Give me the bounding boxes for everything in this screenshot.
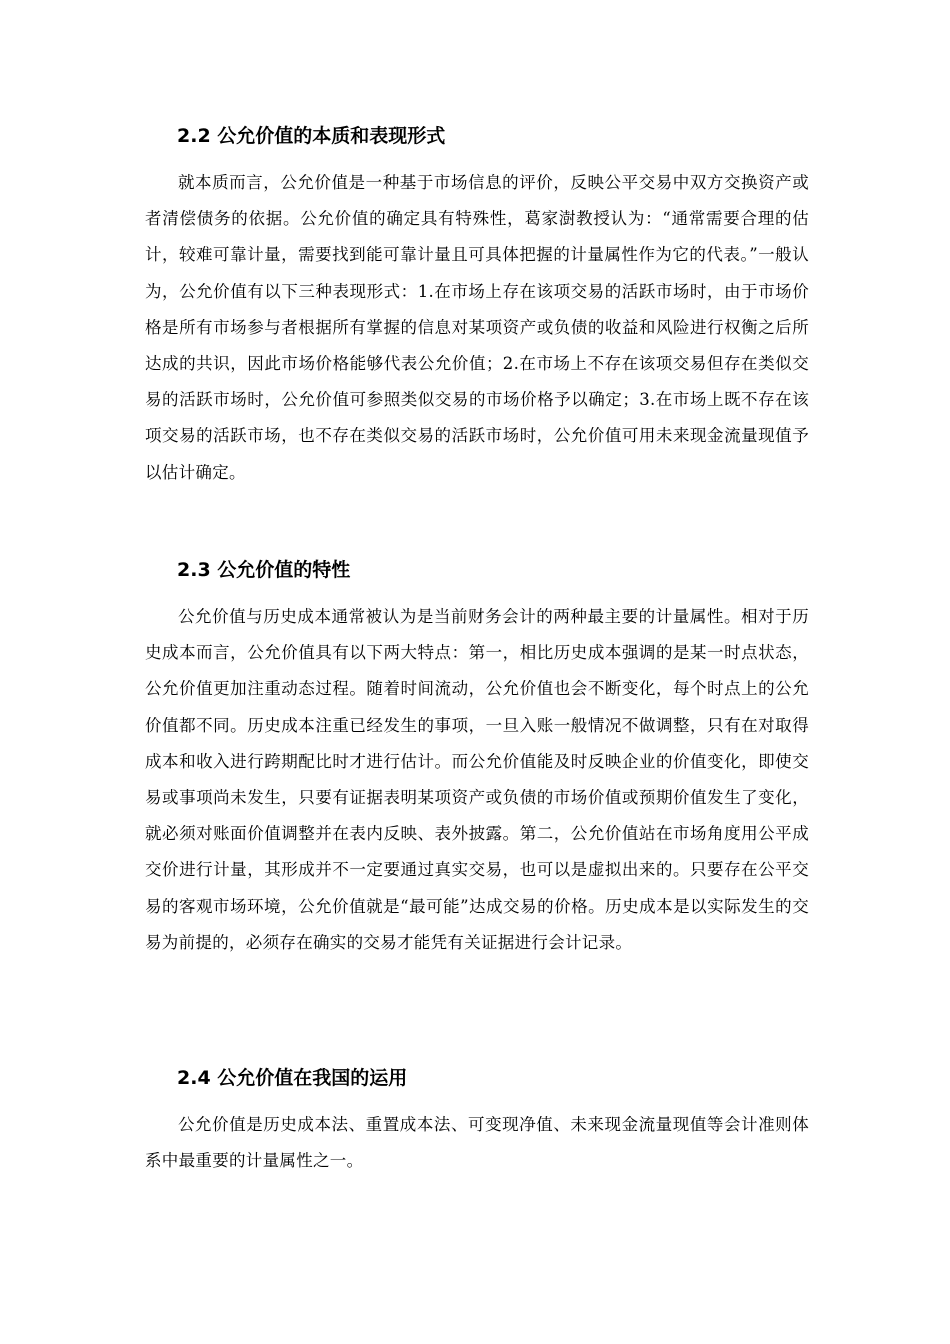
section-2-4 [145, 1063, 809, 1179]
section-paragraph: 公允价值与历史成本通常被认为是当前财务会计的两种最主要的计量属性。相对于历史成本而言，公允价值具有以下两大特点：第一，相比历史成本强调的是某一时点状态，公允价值更加注重动态过程。随着时间流动，公允价值也会不断变化，每个时点上的公允价值都不同。历史成本注重已经发生的事项，一旦入账一般情况不做调整，只有在对取得成本和收入进行跨期配比时才进行估计。而公允价值能及时反映企业的价值变化，即使交易或事项尚未发生，只要有证据表明某项资产或负债的市场价值或预期价值发生了变化，就必须对账面价值调整并在表内反映、表外披露。第二，公允价值站在市场角度用公平成交价进行计量，其形成并不一定要通过真实交易，也可以是虚拟出来的。只要存在公平交易的客观市场环境，公允价值就是“最可能”达成交易的价格。历史成本是以实际发生的交易为前提的，必须存在确实的交易才能凭有关证据进行会计记录。 [145, 607, 809, 952]
section-paragraph: 就本质而言，公允价值是一种基于市场信息的评价，反映公平交易中双方交换资产或者清偿债务的依据。公允价值的确定具有特殊性，葛家澍教授认为：“通常需要合理的估计，较难可靠计量，需要找到能可靠计量且可具体把握的计量属性作为它的代表。”一般认为，公允价值有以下三种表现形式：1.在市场上存在该项交易的活跃市场时，由于市场价格是所有市场参与者根据所有掌握的信息对某项资产或负债的收益和风险进行权衡之后所达成的共识，因此市场价格能够代表公允价值；2.在市场上不存在该项交易但存在类似交易的活跃市场时，公允价值可参照类似交易的市场价格予以确定；3.在市场上既不存在该项交易的活跃市场，也不存在类似交易的活跃市场时，公允价值可用未来现金流量现值予以估计确定。 [145, 173, 809, 482]
section-2-2 [145, 121, 809, 491]
section-heading: 2.2 公允价值的本质和表现形式 [177, 125, 446, 147]
section-2-3 [145, 555, 809, 961]
section-heading: 2.4 公允价值在我国的运用 [177, 1067, 408, 1089]
section-heading: 2.3 公允价值的特性 [177, 559, 351, 581]
section-paragraph: 公允价值是历史成本法、重置成本法、可变现净值、未来现金流量现值等会计准则体系中最重要的计量属性之一。 [145, 1115, 809, 1171]
